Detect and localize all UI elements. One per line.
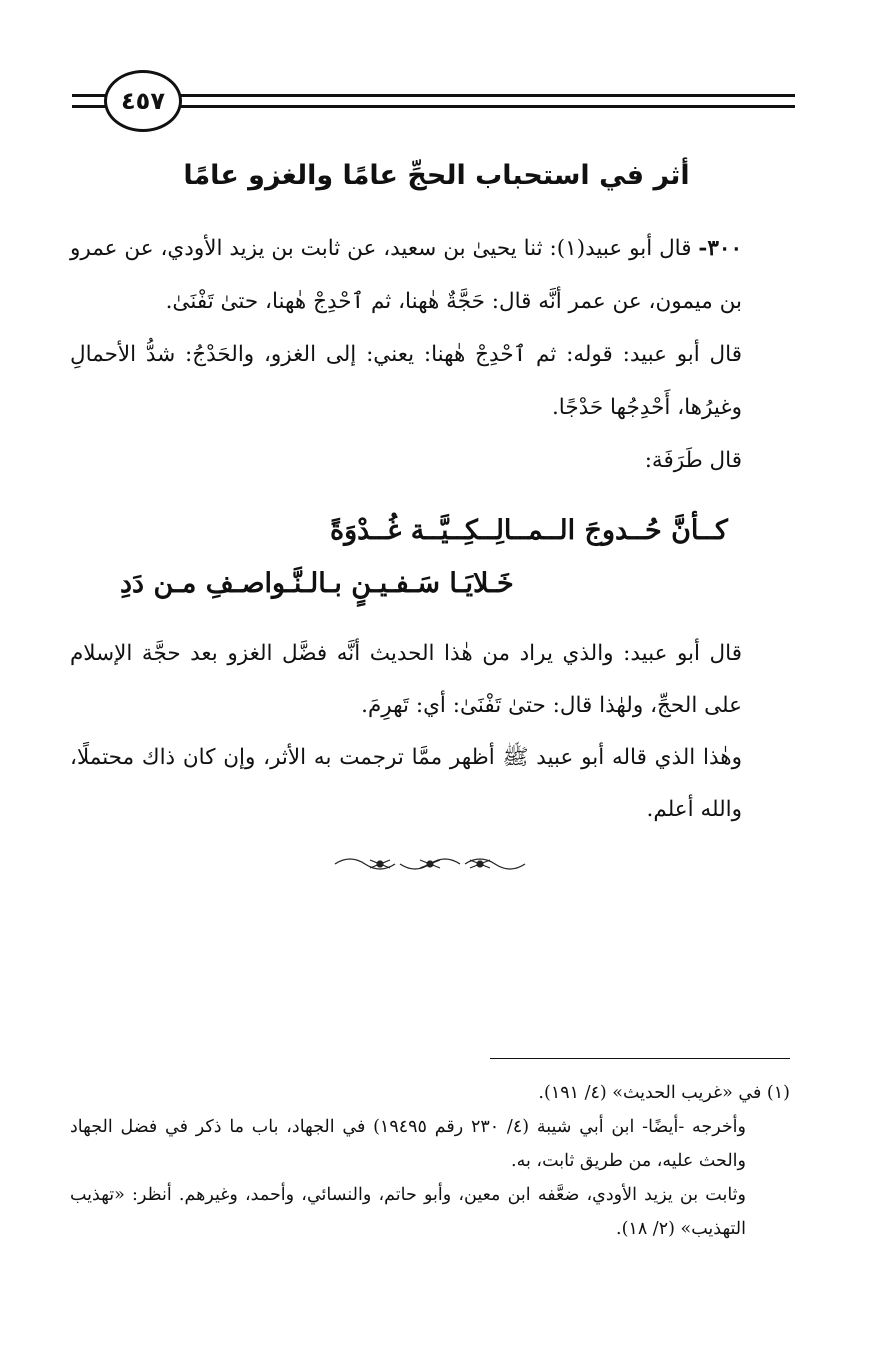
narration-number: ٣٠٠-: [698, 236, 743, 261]
main-text-continued: [70, 628, 790, 836]
footnotes: [70, 1076, 790, 1246]
paragraph-300: [70, 222, 790, 328]
paragraph-conclusion: وهٰذا الذي قاله أبو عبيد ﷺ أظهر ممَّا ترجمت به الأثر، وإن كان ذاك محتملًا، والله أعلم.: [70, 745, 742, 822]
paragraph-meaning: قال أبو عبيد: والذي يراد من هٰذا الحديث أنَّه فضَّل الغزو بعد حجَّة الإسلام على الحجِّ، ولهٰذا قال: حتىٰ تَفْنَىٰ: أي: تَهرِمَ.: [70, 641, 742, 718]
section-title: أثر في استحباب الحجِّ عامًا والغزو عامًا: [183, 160, 690, 191]
footnote-1-narrator: وثابت بن يزيد الأودي، ضعَّفه ابن معين، وأبو حاتم، والنسائي، وأحمد، وغيرهم. أنظر: «تهذيب التهذيب» (٢/ ١٨).: [70, 1185, 746, 1239]
footnote-separator: [490, 1058, 790, 1059]
page-number: ٤٥٧: [104, 70, 182, 132]
narration-text: قال أبو عبيد(١): ثنا يحيىٰ بن سعيد، عن ثابت بن يزيد الأودي، عن عمرو بن ميمون، عن عمر أنَّه قال: حَجَّةٌ هٰهنا، ثم ٱحْدِجْ هٰهنا، حتىٰ تَفْنَىٰ.: [70, 236, 742, 314]
footnote-1-takhrij: وأخرجه -أيضًا- ابن أبي شيبة (٤/ ٢٣٠ رقم ١٩٤٩٥) في الجهاد، باب ما ذكر في فضل الجهاد والحث عليه، من طريق ثابت، به.: [70, 1117, 746, 1171]
poem-verse-second: خَـلايَـا سَـفـيـنٍ بـالـنَّـواصـفِ مـن دَدِ: [120, 568, 514, 599]
main-text: [70, 222, 790, 487]
floral-divider-icon: [330, 852, 530, 876]
paragraph-explanation: قال أبو عبيد: قوله: ثم ٱحْدِجْ هٰهنا: يعني: إلى الغزو، والحَدْجُ: شدُّ الأحمالِ وغيرُها، أَحْدِجُها حَدْجًا.: [70, 342, 742, 420]
footnote-1: (١) في «غريب الحديث» (٤/ ١٩١).: [538, 1083, 790, 1103]
poem-verse-first: كــأنَّ حُــدوجَ الــمــالِــكِــيَّــة غُــدْوَةً: [330, 515, 728, 546]
paragraph-tarafa: قال طَرَفَة:: [644, 448, 742, 473]
